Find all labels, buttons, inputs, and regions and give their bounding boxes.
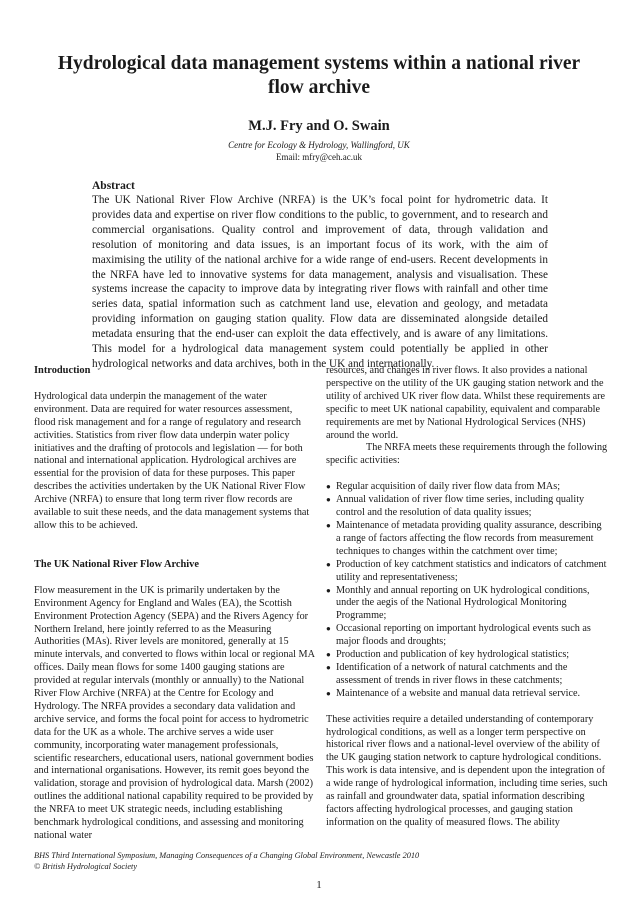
introduction-text: Hydrological data underpin the management of the water environment. Data are required for water resources assessment, flood risk management and for a range of regulatory and research activities. Statistics from river flow data underpin water policy initiatives and the drafting of protocols and legislation — for both national and international application. Hydrological archives are essential for the provision of data for these purposes. This paper describes the activities undertaken by the UK National River Flow Archive (NRFA) to ensure that long term river flow records are available to suit these needs, and the data management systems that allow this to be achieved. [34, 390, 310, 531]
abstract-text: The UK National River Flow Archive (NRFA) is the UK’s focal point for hydrometric data. It provides data and expertise on river flow conditions to the public, to government, and to research and commercial organisations. Quality control and improvement of data, through validation and resolution of monitoring and data issues, is an important focus of its work, with the aim of maximising the utility of the national archive for a wide range of end-users. Recent developments in the NRFA have led to innovative systems for data management, analysis and visualisation. These systems increase the capacity to improve data by integrating river flows with rainfall and other time series data, spatial information such as catchment land use, elevation and geology, and metadata providing information on gauging station quality. Flow data are disseminated alongside detailed metadata ensuring that the end-user can exploit the data effectively, and is aware of any limitations. This model for a hydrological data management system could potentially be applied in other hydrological networks and data archives, both in the UK and internationally. [92, 194, 548, 370]
abstract-heading: Abstract [92, 180, 135, 192]
page-number: 1 [316, 879, 322, 891]
activities-list [326, 481, 608, 700]
list-item: ● Identification of a network of natural catchments and the assessment of trends in river flows in these catchments; [326, 662, 608, 688]
left-column [34, 365, 316, 856]
list-item: ● Maintenance of metadata providing quality assurance, describing a range of factors affecting the flow records from measurement techniques to changes within the catchment over time; [326, 520, 608, 559]
footer-conference: BHS Third International Symposium, Managing Consequences of a Changing Global Environment, Newcastle 2010 [34, 851, 420, 860]
list-item: ● Maintenance of a website and manual data retrieval service. [326, 688, 608, 701]
list-item: ● Monthly and annual reporting on UK hydrological conditions, under the aegis of the National Hydrological Monitoring Programme; [326, 585, 608, 624]
right-paragraph-2-wrapper [326, 442, 608, 468]
footer-copyright: © British Hydrological Society [34, 862, 138, 871]
list-item: ● Occasional reporting on important hydrological events such as major floods and droughts; [326, 623, 608, 649]
affiliation: Centre for Ecology & Hydrology, Wallingford, UK [228, 140, 410, 150]
list-item: ● Regular acquisition of daily river flow data from MAs; [326, 481, 608, 494]
list-item: ● Annual validation of river flow time series, including quality control and the resolution of data quality issues; [326, 494, 608, 520]
right-paragraph-3: These activities require a detailed understanding of contemporary hydrological conditions, as well as a longer term perspective on historical river flows and a national-level overview of the ability of the UK gauging station network to capture hydrological conditions. This work is data intensive, and is dependent upon the integration of a wide range of hydrological information, including time series, such as rainfall and groundwater data, spatial information describing factors affecting hydrological processes, and gauging station information on the quality of measured flows. The ability [326, 713, 608, 828]
nrfa-heading: The UK National River Flow Archive [34, 558, 199, 570]
list-item: ● Production of key catchment statistics and indicators of catchment utility and representativeness; [326, 559, 608, 585]
right-paragraph-2: The NRFA meets these requirements through the following specific activities: [326, 442, 608, 467]
nrfa-text: Flow measurement in the UK is primarily undertaken by the Environment Agency for England and Wales (EA), the Scottish Environment Protection Agency (SEPA) and the Rivers Agency for Northern Ireland, here jointly referred to as the Measuring Authorities (MAs). River levels are monitored, generally at 15 minute intervals, and converted to flows within local or regional MA offices. Daily mean flows for some 1400 gauging stations are provided at regular intervals (monthly or annually) to the National River Flow Archive (NRFA) at the Centre for Ecology and Hydrology. The NRFA provides a secondary data validation and archive service, and forms the focal point for access to hydrometric data for the UK as a whole. The archive serves a wide user community, incorporating water management professionals, scientific researchers, educational users, national government bodies and international organisations. However, its remit goes beyond the validation, storage and provision of hydrological data. Marsh (2002) outlines the additional national capability required to be provided by the NRFA to meet UK strategic needs, including establishing benchmark hydrological conditions, and assessing and monitoring national water [34, 584, 315, 841]
introduction-heading: Introduction [34, 365, 91, 376]
right-paragraph-1: resources, and changes in river flows. It also provides a national perspective on the utility of the UK gauging station network and the utility of archived UK river flow data. Whilst these requirements are specific to meet UK national capability, equivalent and comparable requirements are met by National Hydrological Services (NHS) around the world. [326, 365, 606, 441]
paper-title: Hydrological data management systems within a national river flow archive [57, 53, 581, 98]
list-item: ● Production and publication of key hydrological statistics; [326, 649, 608, 662]
email: Email: mfry@ceh.ac.uk [275, 152, 362, 162]
right-column [326, 365, 608, 843]
authors: M.J. Fry and O. Swain [248, 118, 390, 134]
